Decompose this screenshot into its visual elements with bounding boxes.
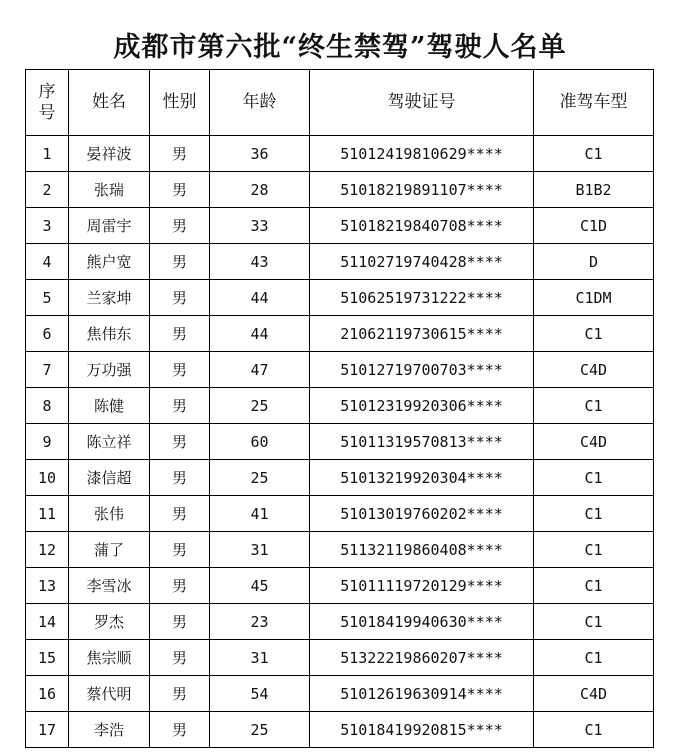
header-vehicle-type: 准驾车型 xyxy=(534,70,654,136)
header-name: 姓名 xyxy=(69,70,150,136)
cell-age: 23 xyxy=(210,604,310,640)
cell-license: 51011119720129**** xyxy=(310,568,534,604)
table-row xyxy=(26,136,654,172)
cell-vehicle-type: C1 xyxy=(534,640,654,676)
cell-gender: 男 xyxy=(150,604,210,640)
cell-gender: 男 xyxy=(150,712,210,748)
cell-name: 焦宗顺 xyxy=(69,640,150,676)
cell-num: 16 xyxy=(26,676,69,712)
header-license: 驾驶证号 xyxy=(310,70,534,136)
cell-vehicle-type: C1D xyxy=(534,208,654,244)
table-row xyxy=(26,568,654,604)
cell-license: 51012419810629**** xyxy=(310,136,534,172)
cell-license: 51013019760202**** xyxy=(310,496,534,532)
cell-gender: 男 xyxy=(150,352,210,388)
cell-num: 4 xyxy=(26,244,69,280)
cell-vehicle-type: C1 xyxy=(534,604,654,640)
cell-license: 51322219860207**** xyxy=(310,640,534,676)
cell-age: 31 xyxy=(210,532,310,568)
cell-age: 44 xyxy=(210,316,310,352)
cell-name: 张瑞 xyxy=(69,172,150,208)
cell-age: 41 xyxy=(210,496,310,532)
cell-vehicle-type: D xyxy=(534,244,654,280)
cell-gender: 男 xyxy=(150,172,210,208)
cell-gender: 男 xyxy=(150,676,210,712)
cell-num: 2 xyxy=(26,172,69,208)
cell-name: 晏祥波 xyxy=(69,136,150,172)
cell-license: 51012319920306**** xyxy=(310,388,534,424)
table-row xyxy=(26,496,654,532)
cell-gender: 男 xyxy=(150,532,210,568)
table-row xyxy=(26,424,654,460)
document-title: 成都市第六批“终生禁驾”驾驶人名单 xyxy=(113,32,567,63)
header-row xyxy=(26,70,654,136)
driver-roster-table xyxy=(25,69,654,748)
table-row xyxy=(26,172,654,208)
cell-num: 12 xyxy=(26,532,69,568)
table-row xyxy=(26,712,654,748)
cell-num: 5 xyxy=(26,280,69,316)
cell-license: 51018219891107**** xyxy=(310,172,534,208)
cell-num: 8 xyxy=(26,388,69,424)
cell-num: 7 xyxy=(26,352,69,388)
cell-license: 21062119730615**** xyxy=(310,316,534,352)
cell-license: 51013219920304**** xyxy=(310,460,534,496)
cell-name: 蒲了 xyxy=(69,532,150,568)
cell-license: 51012619630914**** xyxy=(310,676,534,712)
cell-license: 51018419920815**** xyxy=(310,712,534,748)
table-row xyxy=(26,604,654,640)
cell-gender: 男 xyxy=(150,280,210,316)
cell-age: 45 xyxy=(210,568,310,604)
cell-gender: 男 xyxy=(150,496,210,532)
cell-name: 万功强 xyxy=(69,352,150,388)
cell-name: 李雪冰 xyxy=(69,568,150,604)
cell-vehicle-type: B1B2 xyxy=(534,172,654,208)
table-row xyxy=(26,676,654,712)
cell-gender: 男 xyxy=(150,460,210,496)
cell-age: 43 xyxy=(210,244,310,280)
cell-age: 36 xyxy=(210,136,310,172)
cell-name: 熊户宽 xyxy=(69,244,150,280)
cell-num: 6 xyxy=(26,316,69,352)
table-row xyxy=(26,532,654,568)
cell-num: 11 xyxy=(26,496,69,532)
cell-gender: 男 xyxy=(150,136,210,172)
cell-age: 25 xyxy=(210,460,310,496)
cell-license: 51018419940630**** xyxy=(310,604,534,640)
table-header xyxy=(26,70,654,136)
cell-vehicle-type: C4D xyxy=(534,424,654,460)
cell-license: 51132119860408**** xyxy=(310,532,534,568)
cell-vehicle-type: C1 xyxy=(534,712,654,748)
cell-num: 1 xyxy=(26,136,69,172)
cell-license: 51102719740428**** xyxy=(310,244,534,280)
cell-vehicle-type: C1 xyxy=(534,568,654,604)
cell-age: 25 xyxy=(210,388,310,424)
cell-age: 33 xyxy=(210,208,310,244)
cell-num: 15 xyxy=(26,640,69,676)
table-row xyxy=(26,352,654,388)
table-row xyxy=(26,388,654,424)
table-row xyxy=(26,280,654,316)
table-row xyxy=(26,460,654,496)
cell-license: 51012719700703**** xyxy=(310,352,534,388)
cell-age: 25 xyxy=(210,712,310,748)
cell-age: 54 xyxy=(210,676,310,712)
table-row xyxy=(26,244,654,280)
cell-num: 3 xyxy=(26,208,69,244)
cell-name: 李浩 xyxy=(69,712,150,748)
cell-age: 60 xyxy=(210,424,310,460)
cell-name: 兰家坤 xyxy=(69,280,150,316)
table-row xyxy=(26,316,654,352)
cell-vehicle-type: C1DM xyxy=(534,280,654,316)
header-age: 年龄 xyxy=(210,70,310,136)
cell-name: 罗杰 xyxy=(69,604,150,640)
table-body xyxy=(26,136,654,748)
cell-name: 焦伟东 xyxy=(69,316,150,352)
cell-gender: 男 xyxy=(150,424,210,460)
cell-vehicle-type: C4D xyxy=(534,352,654,388)
table-row xyxy=(26,208,654,244)
cell-name: 周雷宇 xyxy=(69,208,150,244)
cell-vehicle-type: C1 xyxy=(534,388,654,424)
cell-name: 蔡代明 xyxy=(69,676,150,712)
cell-gender: 男 xyxy=(150,208,210,244)
cell-gender: 男 xyxy=(150,244,210,280)
cell-num: 17 xyxy=(26,712,69,748)
header-gender: 性别 xyxy=(150,70,210,136)
cell-gender: 男 xyxy=(150,640,210,676)
cell-vehicle-type: C1 xyxy=(534,136,654,172)
cell-license: 51062519731222**** xyxy=(310,280,534,316)
cell-num: 13 xyxy=(26,568,69,604)
cell-gender: 男 xyxy=(150,388,210,424)
cell-gender: 男 xyxy=(150,316,210,352)
cell-vehicle-type: C1 xyxy=(534,532,654,568)
cell-age: 44 xyxy=(210,280,310,316)
cell-name: 漆信超 xyxy=(69,460,150,496)
cell-num: 14 xyxy=(26,604,69,640)
cell-license: 51011319570813**** xyxy=(310,424,534,460)
cell-vehicle-type: C1 xyxy=(534,496,654,532)
cell-age: 28 xyxy=(210,172,310,208)
cell-name: 陈健 xyxy=(69,388,150,424)
cell-name: 陈立祥 xyxy=(69,424,150,460)
cell-num: 10 xyxy=(26,460,69,496)
table-row xyxy=(26,640,654,676)
cell-license: 51018219840708**** xyxy=(310,208,534,244)
cell-gender: 男 xyxy=(150,568,210,604)
header-num: 序号 xyxy=(26,70,69,136)
cell-vehicle-type: C4D xyxy=(534,676,654,712)
cell-age: 47 xyxy=(210,352,310,388)
cell-vehicle-type: C1 xyxy=(534,316,654,352)
cell-vehicle-type: C1 xyxy=(534,460,654,496)
cell-name: 张伟 xyxy=(69,496,150,532)
cell-age: 31 xyxy=(210,640,310,676)
cell-num: 9 xyxy=(26,424,69,460)
